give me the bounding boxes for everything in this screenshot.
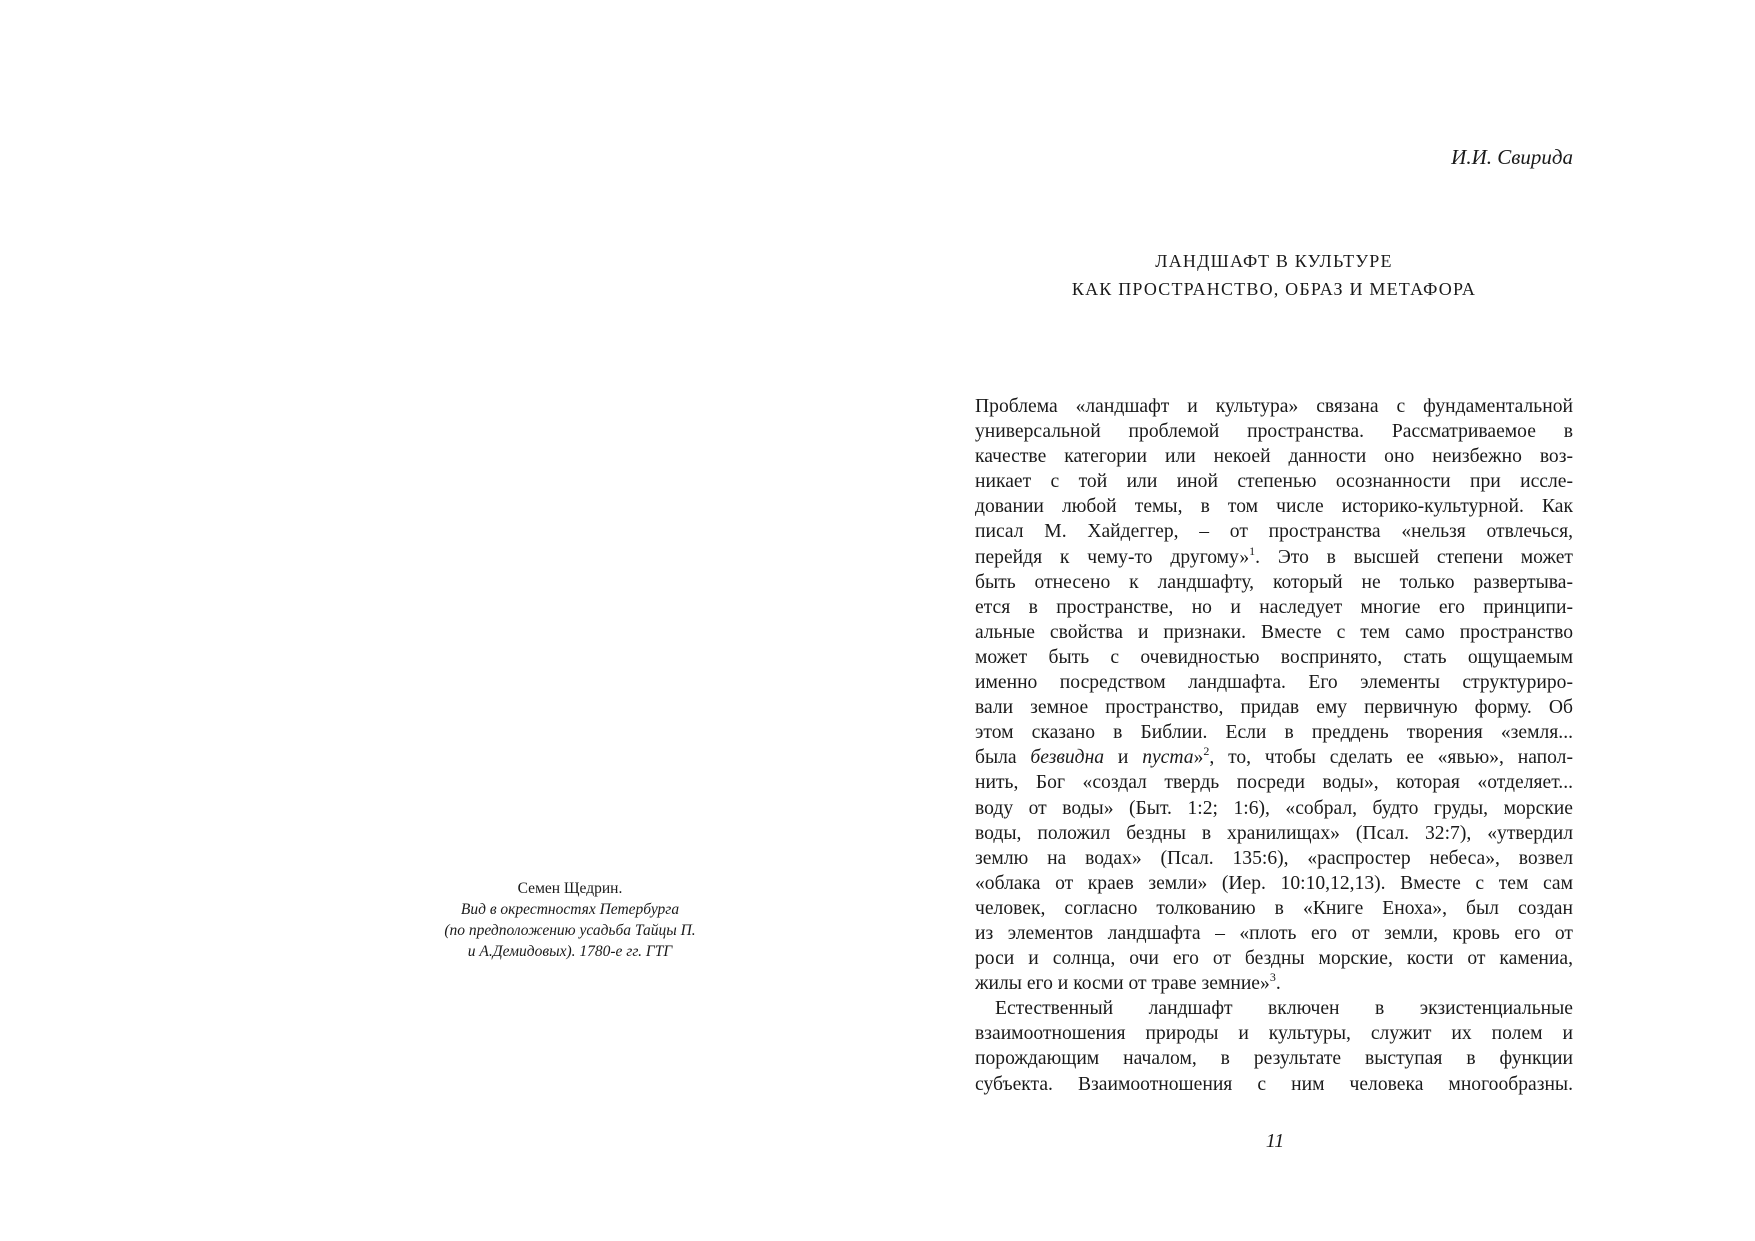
text-line: альные свойства и признаки. Вместе с тем само пространство [975, 621, 1573, 643]
text-line: из элементов ландшафта – «плоть его от земли, кровь его от [975, 922, 1573, 944]
text-line: человек, согласно толкованию в «Книге Еноха», был создан [975, 897, 1573, 919]
text-line [975, 545, 1573, 570]
text-line [975, 745, 1573, 770]
text-line: может быть с очевидностью воспринято, стать ощущаемым [975, 646, 1573, 668]
footnote-ref-3[interactable]: 3 [1269, 970, 1276, 985]
text-fragment: перейдя к чему-то другому» [975, 546, 1250, 568]
text-line: качестве категории или некоей данности оно неизбежно воз- [975, 446, 1573, 468]
caption-title-line-3: и А.Демидовых). 1780-е гг. ГТГ [467, 943, 673, 960]
article-title-line-2: КАК ПРОСТРАНСТВО, ОБРАЗ И МЕТАФОРА [1071, 279, 1477, 299]
paragraph-1 [975, 394, 1573, 996]
text-line: ется в пространстве, но и наследует многие его принципи- [975, 596, 1573, 618]
text-fragment: была [975, 747, 1031, 769]
footnote-ref-2[interactable]: 2 [1203, 744, 1210, 759]
text-line: взаимоотношения природы и культуры, служит их полем и [975, 1023, 1573, 1045]
text-fragment: . Это в высшей степени может [1255, 546, 1573, 568]
text-line: этом сказано в Библии. Если в преддень творения «земля... [975, 722, 1573, 744]
text-line: быть отнесено к ландшафту, который не только развертыва- [975, 571, 1573, 593]
page-number: 11 [1265, 1130, 1285, 1152]
text-line: именно посредством ландшафта. Его элементы структуриро- [975, 672, 1573, 694]
text-line: писал М. Хайдеггер, – от пространства «нельзя отвлечься, [975, 521, 1573, 543]
caption-title-line-1: Вид в окрестностях Петербурга [460, 901, 680, 918]
caption-artist: Семен Щедрин. [517, 880, 623, 897]
text-line: Естественный ландшафт включен в экзистенциальные [995, 998, 1573, 1020]
text-line: «облака от краев земли» (Иер. 10:10,12,13). Вместе с тем сам [975, 872, 1573, 894]
running-head-author: И.И. Свирида [1451, 145, 1573, 169]
text-line: воды, положил бездны в хранилищах» (Псал. 32:7), «утвердил [975, 822, 1573, 844]
italic-word: пуста [1142, 747, 1194, 769]
text-line: вали земное пространство, придав ему первичную форму. Об [975, 697, 1573, 719]
text-fragment: и [1104, 747, 1143, 769]
caption-title-line-2: (по предположению усадьба Тайцы П. [444, 922, 696, 939]
text-fragment: . [1275, 973, 1281, 995]
illustration-caption [405, 878, 735, 962]
text-line: универсальной проблемой пространства. Рассматриваемое в [975, 421, 1573, 443]
article-title-line-1: ЛАНДШАФТ В КУЛЬТУРЕ [1155, 251, 1393, 271]
article-title [974, 247, 1574, 303]
text-line: никает с той или иной степенью осознанности при иссле- [975, 471, 1573, 493]
text-line: нить, Бог «создал твердь посреди воды», которая «отделяет... [975, 772, 1573, 794]
text-line: довании любой темы, в том числе историко-культурной. Как [975, 496, 1573, 518]
text-fragment: , то, чтобы сделать ее «явью», напол- [1209, 747, 1573, 769]
text-line: воду от воды» (Быт. 1:2; 1:6), «собрал, будто груды, морские [975, 797, 1573, 819]
article-body [975, 394, 1573, 1097]
text-line [975, 971, 1573, 996]
text-line: роси и солнца, очи его от бездны морские, кости от камениа, [975, 948, 1573, 970]
italic-word: безвидна [1030, 747, 1105, 769]
text-line: землю на водах» (Псал. 135:6), «распростер небеса», возвел [975, 847, 1573, 869]
text-line: субъекта. Взаимоотношения с ним человека многообразны. [975, 1073, 1573, 1095]
text-line: порождающим началом, в результате выступая в функции [975, 1048, 1573, 1070]
text-fragment: » [1193, 747, 1204, 769]
text-fragment: жилы его и косми от траве земние» [975, 973, 1270, 995]
text-line: Проблема «ландшафт и культура» связана с фундаментальной [975, 396, 1573, 417]
paragraph-2 [975, 996, 1573, 1096]
footnote-ref-1[interactable]: 1 [1249, 543, 1256, 558]
